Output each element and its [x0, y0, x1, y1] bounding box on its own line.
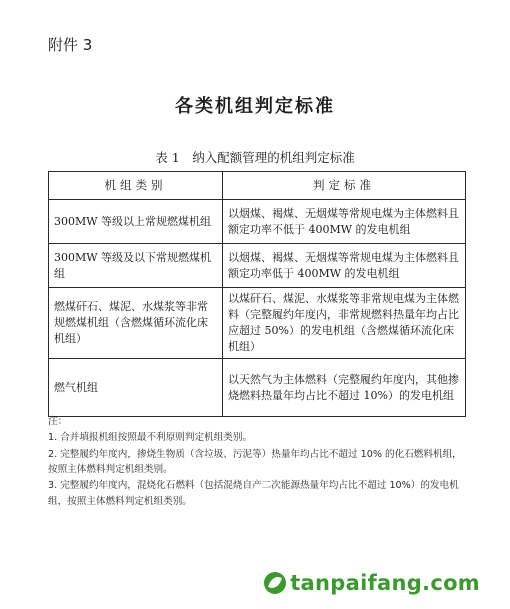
category-cell: 300MW 等级及以下常规燃煤机组	[49, 244, 223, 288]
leaf-icon	[264, 572, 286, 594]
table-row	[49, 200, 466, 244]
table-row	[49, 288, 466, 359]
watermark-text: tanpaifang.com	[290, 571, 480, 595]
category-cell: 燃气机组	[49, 359, 223, 417]
header-category: 机组类别	[49, 172, 223, 200]
notes-section	[48, 414, 468, 510]
attachment-label: 附件 3	[48, 36, 93, 54]
header-standard: 判定标准	[223, 172, 466, 200]
table-header-row	[49, 172, 466, 200]
note-item: 2. 完整履约年度内，掺烧生物质（含垃圾、污泥等）热量年均占比不超过 10% 的化石燃料机组，按照主体燃料判定机组类别。	[48, 448, 462, 476]
note-item: 1. 合并填报机组按照最不利原则判定机组类别。	[48, 432, 253, 444]
table-row	[49, 244, 466, 288]
standard-cell: 以煤矸石、煤泥、水煤浆等非常规电煤为主体燃料（完整履约年度内，非常规燃料热量年均占比应超过 50%）的发电机组（含燃煤循环流化床机组）	[223, 288, 466, 359]
notes-heading: 注：	[48, 416, 68, 427]
note-item: 3. 完整履约年度内，混烧化石燃料（包括混烧自产二次能源热量年均占比不超过 10%）的发电机组，按照主体燃料判定机组类别。	[48, 480, 459, 507]
document-title: 各类机组判定标准	[175, 96, 335, 117]
standard-cell: 以天然气为主体燃料（完整履约年度内，其他掺烧燃料热量年均占比不超过 10%）的发电机组	[223, 359, 466, 417]
category-cell: 300MW 等级以上常规燃煤机组	[49, 200, 223, 244]
criteria-table	[48, 171, 466, 417]
category-cell: 燃煤矸石、煤泥、水煤浆等非常规燃煤机组（含燃煤循环流化床机组）	[49, 288, 223, 359]
table-caption: 表 1 纳入配额管理的机组判定标准	[155, 150, 355, 165]
table-row	[49, 359, 466, 417]
watermark	[264, 571, 480, 595]
standard-cell: 以烟煤、褐煤、无烟煤等常规电煤为主体燃料且额定功率不低于 400MW 的发电机组	[223, 200, 466, 244]
standard-cell: 以烟煤、褐煤、无烟煤等常规电煤为主体燃料且额定功率低于 400MW 的发电机组	[223, 244, 466, 288]
